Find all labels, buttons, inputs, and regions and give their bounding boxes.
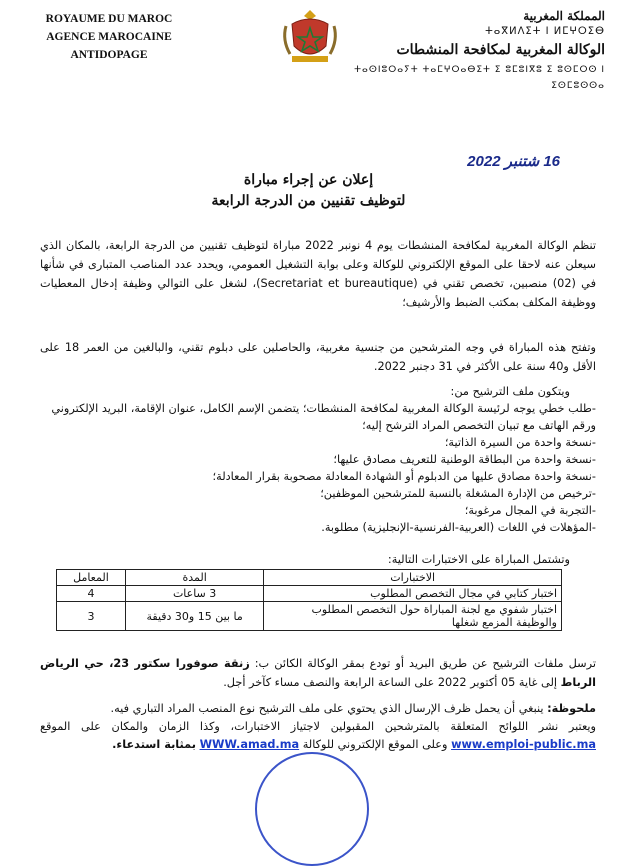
link-emploi-public[interactable]: www.emploi-public.ma	[451, 738, 596, 751]
file-item: -التجربة في المجال مرغوبة؛	[464, 504, 596, 517]
file-item: -المؤهلات في اللغات (العربية-الفرنسية-الإنجليزية) مطلوبة.	[321, 521, 596, 534]
note-text: بمثابة استدعاء.	[112, 738, 196, 751]
file-intro: ويتكون ملف الترشيح من:	[450, 385, 570, 398]
application-file-list	[40, 383, 596, 536]
note-text: ينبغي أن يحمل ظرف الإرسال الذي يحتوي على ملف الترشيح نوع المنصب المراد التباري فيه.	[110, 702, 544, 715]
exams-intro: وتشتمل المباراة على الاختبارات التالية:	[387, 553, 570, 566]
exam-duration: ما بين 15 و30 دقيقة	[125, 602, 263, 631]
note-text: ويعتبر نشر اللوائح المتعلقة بالمترشحين المقبولين لاجتياز الاختبارات، وكذا الزمان والمكان على الموقع	[40, 720, 596, 733]
announcement-title: إعلان عن إجراء مباراة	[243, 172, 374, 188]
header-tifinagh-agency: ⵜⴰⵙⵏⵓⵔⴰⵢⵜ ⵜⴰⵎⵖⵔⴰⴱⵉⵜ ⵉ ⵓⵎⵓⵏⴳⵓ ⵉ ⵓⵙⵎⵔⵙ ⵏ ⵉⵙⵎⵓⵙⵙⴰ	[354, 65, 605, 91]
header-ar-kingdom: المملكة المغربية	[523, 9, 605, 23]
eligibility-paragraph	[40, 338, 596, 376]
submission-address: زنقة صوفورا سكتور 23، حي الرياض الرباط	[40, 657, 596, 689]
header-french	[14, 10, 204, 64]
exam-coefficient: 3	[57, 602, 126, 631]
handwritten-date: 16 شتنبر 2022	[467, 153, 560, 170]
header-fr-kingdom: ROYAUME DU MAROC	[45, 13, 173, 25]
file-item: -نسخة واحدة من السيرة الذاتية؛	[444, 436, 596, 449]
exam-name: اختبار كتابي في مجال التخصص المطلوب	[264, 586, 562, 602]
header-tifinagh-kingdom: ⵜⴰⴳⵍⴷⵉⵜ ⵏ ⵍⵎⵖⵔⵉⴱ	[485, 26, 605, 37]
submission-paragraph	[40, 654, 596, 692]
note-paragraph	[40, 700, 596, 754]
intro-text: تنظم الوكالة المغربية لمكافحة المنشطات يوم 4 نونبر 2022 مباراة لتوظيف تقنيين من الدرجة الرابعة، بالمكان الذي سيعلن عنه لاحقا على الموقع الإلكتروني للوكالة وعلى بوابة التشغيل العمومي، ويحدد عدد المناصب المتبارى في شأنها في (02) منصبين، تخصص تقني في (Secretariat et bureautique)، لشغل على التوالي وظيفة إدخال المعطيات ووظيفة المكلف بمكتب الضبط والأرشيف؛	[40, 239, 597, 309]
coat-of-arms-icon	[280, 6, 340, 66]
submission-deadline: إلى غاية 05 أكتوبر 2022 على الساعة الرابعة والنصف مساء كآخر أجل.	[223, 676, 558, 689]
exams-intro-block	[40, 551, 596, 568]
header-arabic	[345, 8, 605, 94]
note-label: ملحوظة:	[547, 702, 596, 715]
exam-duration: 3 ساعات	[125, 586, 263, 602]
table-row	[57, 602, 562, 631]
header-exams: الاختبارات	[264, 570, 562, 586]
exam-coefficient: 4	[57, 586, 126, 602]
file-item: -نسخة واحدة من البطاقة الوطنية للتعريف مصادق عليها؛	[333, 453, 596, 466]
intro-paragraph	[40, 236, 596, 312]
header-ar-agency: الوكالة المغربية لمكافحة المنشطات	[396, 42, 605, 58]
submission-text: ترسل ملفات الترشيح عن طريق البريد أو تودع بمقر الوكالة الكائن ب:	[254, 657, 596, 670]
table-row	[57, 586, 562, 602]
header-fr-agency: AGENCE MAROCAINE ANTIDOPAGE	[46, 31, 172, 61]
eligibility-text: وتفتح هذه المباراة في وجه المترشحين من جنسية مغربية، والحاصلين على دبلوم تقني، والبالغين من العمر 18 على الأقل و40 سنة على الأكثر في 31 دجنبر 2022.	[40, 341, 596, 373]
header-coefficient: المعامل	[57, 570, 126, 586]
exam-table	[56, 569, 562, 631]
exam-name: اختبار شفوي مع لجنة المباراة حول التخصص المطلوب والوظيفة المزمع شغلها	[264, 602, 562, 631]
note-text: وعلى الموقع الإلكتروني للوكالة	[302, 738, 448, 751]
table-header-row	[57, 570, 562, 586]
announcement-subtitle: لتوظيف تقنيين من الدرجة الرابعة	[211, 193, 406, 209]
link-amad[interactable]: WWW.amad.ma	[199, 738, 300, 751]
official-stamp-icon	[255, 752, 369, 866]
file-item: -نسخة واحدة مصادق عليها من الدبلوم أو الشهادة المعادلة مصحوبة بقرار المعادلة؛	[212, 470, 596, 483]
file-item: -طلب خطي يوجه لرئيسة الوكالة المغربية لمكافحة المنشطات؛ يتضمن الإسم الكامل، عنوان الإقامة، البريد الإلكتروني ورقم الهاتف مع تبيان التخصص المراد الترشح إليه؛	[51, 402, 596, 432]
file-item: -ترخيص من الإدارة المشغلة بالنسبة للمترشحين الموظفين؛	[320, 487, 596, 500]
header-duration: المدة	[125, 570, 263, 586]
